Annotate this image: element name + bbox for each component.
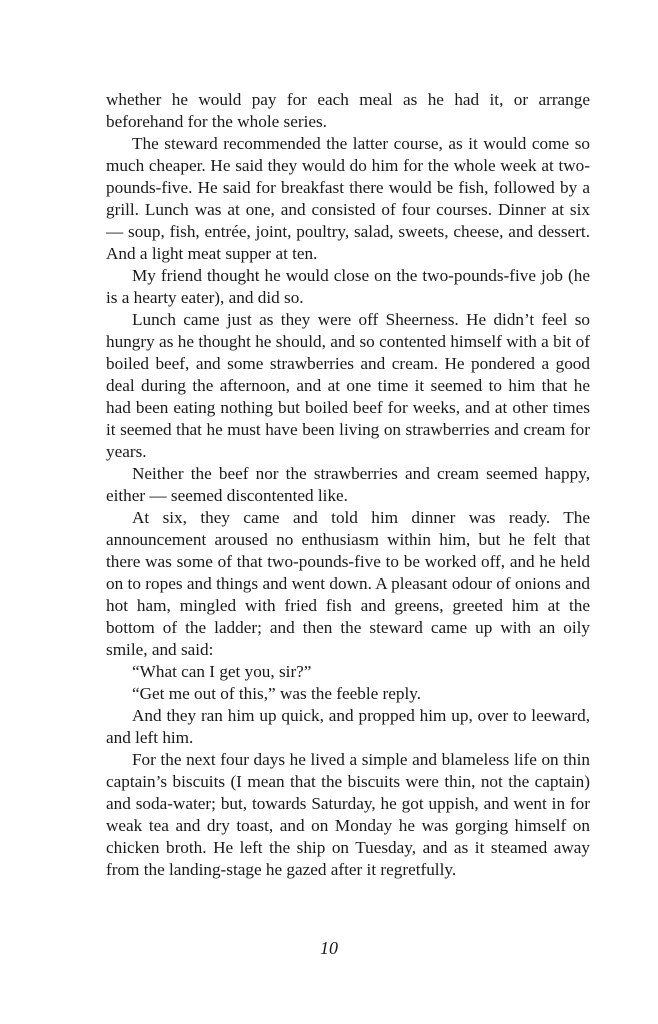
paragraph: At six, they came and told him dinner was ready. The announcement aroused no enthusiasm within him, but he felt that there was some of that two-pounds-five to be worked off, and he held on to ropes and things and went down. A pleasant odour of onions and hot ham, mingled with fried fish and greens, greeted him at the bottom of the ladder; and then the steward came up with an oily smile, and said: — [106, 508, 590, 659]
paragraph: whether he would pay for each meal as he had it, or arrange beforehand for the whole series. — [106, 90, 590, 131]
paragraph: “What can I get you, sir?” — [132, 662, 312, 681]
paragraph: My friend thought he would close on the two-pounds-five job (he is a hearty eater), and did so. — [106, 266, 590, 307]
paragraph: For the next four days he lived a simple and blameless life on thin captain’s biscuits (I mean that the biscuits were thin, not the captain) and soda-water; but, towards Saturday, he got uppish, and went in for weak tea and dry toast, and on Monday he was gorging himself on chicken broth. He left the ship on Tuesday, and as it steamed away from the landing-stage he gazed after it regretfully. — [106, 750, 590, 879]
paragraph: The steward recommended the latter course, as it would come so much cheaper. He said they would do him for the whole week at two-pounds-five. He said for breakfast there would be fish, followed by a grill. Lunch was at one, and consisted of four courses. Dinner at six — soup, fish, entrée, joint, poultry, salad, sweets, cheese, and dessert. And a light meat supper at ten. — [106, 134, 590, 263]
paragraph: Lunch came just as they were off Sheerness. He didn’t feel so hungry as he thought he should, and so contented himself with a bit of boiled beef, and some strawberries and cream. He pondered a good deal during the afternoon, and at one time it seemed to him that he had been eating nothing but boiled beef for weeks, and at other times it seemed that he must have been living on strawberries and cream for years. — [106, 310, 590, 461]
paragraph: And they ran him up quick, and propped him up, over to leeward, and left him. — [106, 706, 590, 747]
page-number: 10 — [320, 938, 338, 958]
body-text — [106, 89, 590, 881]
paragraph: Neither the beef nor the strawberries and cream seemed happy, either — seemed discontented like. — [106, 464, 590, 505]
paragraph: “Get me out of this,” was the feeble reply. — [132, 684, 422, 703]
